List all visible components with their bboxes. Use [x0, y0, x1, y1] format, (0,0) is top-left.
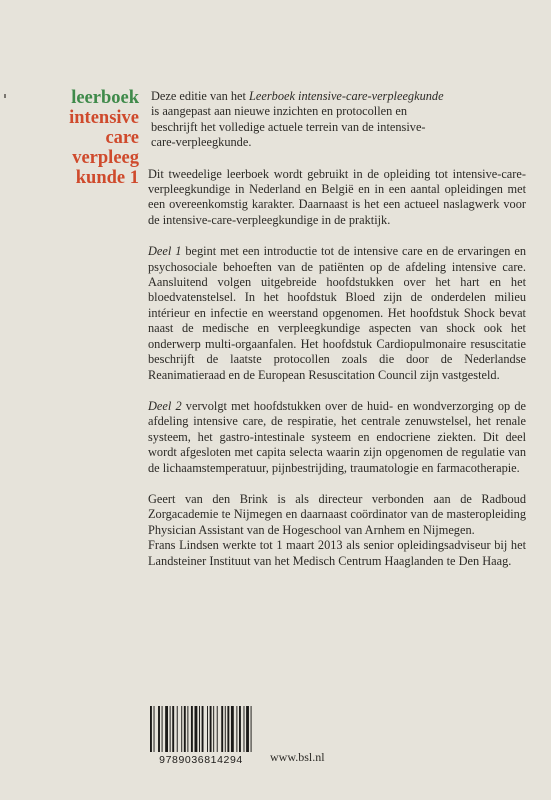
title-line-3: care	[105, 128, 139, 148]
barcode-bar	[199, 706, 200, 752]
barcode-bar	[172, 706, 174, 752]
barcode-bar	[251, 706, 252, 752]
barcode-bar	[217, 706, 218, 752]
title-line-1: leerboek	[71, 88, 139, 108]
barcode-bars	[146, 706, 256, 756]
barcode-bar	[236, 706, 237, 752]
deel1-paragraph	[148, 244, 526, 383]
barcode-bar	[191, 706, 193, 752]
barcode-bar	[150, 706, 152, 752]
barcode-bar	[187, 706, 188, 752]
barcode-bar	[227, 706, 229, 752]
publisher-website: www.bsl.nl	[270, 750, 325, 764]
intro-line-2: is aangepast aan nieuwe inzichten en protocollen en	[151, 104, 408, 119]
barcode-bar	[195, 706, 198, 752]
barcode-bar	[207, 706, 208, 752]
deel1-text: begint met een introductie tot de intensive care en de ervaringen en psychosociale behoeften van de patiënten op de afdeling intensive care. Aansluitend volgen uitgebreide hoofdstukken over het hart en het bloedvatenstelsel. In het hoofdstuk Bloed zijn de onderdelen milieu intérieur en infectie en weerstand opgenomen. Het hoofdstuk Shock bevat naast de medische en verpleegkundige aspecten van shock ook het onderwerp multi-orgaanfalen. Het hoofdstuk Cardiopulmonaire resuscitatie beschrijft de laatste protocollen zoals die door de Nederlandse Reanimatieraad en de European Resuscitation Council zijn vastgesteld.	[148, 244, 526, 382]
barcode-bar	[154, 706, 155, 752]
deel2-paragraph	[148, 399, 526, 476]
usage-paragraph: Dit tweedelige leerboek wordt gebruikt in de opleiding tot intensive-care-verpleegkundige in Nederland en België en in een aantal opleidingen met een overeenkomstig karakter. Daarnaast is het een actueel naslagwerk voor de intensive-care-verpleegkundige in de praktijk.	[148, 166, 526, 227]
intro-line-4: care-verpleegkunde.	[151, 135, 252, 150]
barcode-number: 9789036814294	[159, 754, 243, 766]
deel1-label: Deel 1	[148, 244, 182, 259]
intro-line-3: beschrijft het volledige actuele terrein van de intensive-	[151, 119, 426, 134]
barcode-bar	[158, 706, 160, 752]
barcode	[146, 706, 256, 770]
edge-mark	[4, 94, 6, 98]
title-line-5: kunde 1	[75, 168, 139, 188]
deel2-label: Deel 2	[148, 398, 182, 413]
author-geert: Geert van den Brink is als directeur verbonden aan de Radboud Zorgacademie te Nijmegen en daarnaast coördinator van de masteropleiding Physician Assistant van de Hogeschool van Arnhem en Nijmegen.	[148, 491, 526, 537]
barcode-bar	[162, 706, 163, 752]
book-title	[69, 88, 139, 188]
barcode-bar	[210, 706, 212, 752]
barcode-bar	[239, 706, 241, 752]
book-title-italic: Leerboek intensive-care-verpleegkunde	[249, 89, 444, 103]
barcode-bar	[231, 706, 234, 752]
barcode-bar	[184, 706, 186, 752]
intro-paragraph	[151, 89, 526, 151]
title-line-4: verpleeg	[72, 148, 139, 168]
blurb-text	[148, 89, 526, 585]
title-line-2: intensive	[69, 108, 139, 128]
barcode-bar	[165, 706, 168, 752]
barcode-bar	[213, 706, 214, 752]
barcode-bar	[170, 706, 171, 752]
barcode-bar	[244, 706, 245, 752]
barcode-bar	[225, 706, 226, 752]
barcode-bar	[181, 706, 182, 752]
barcode-bar	[177, 706, 178, 752]
barcode-bar	[221, 706, 223, 752]
deel2-text: vervolgt met hoofdstukken over de huid- en wondverzorging op de afdeling intensive care, de respiratie, het centrale zenuwstelsel, het renale systeem, het gastro-intestinale systeem en endocriene ziekten. Dit deel wordt afgesloten met capita selecta waarin zijn opgenomen de regulatie van de lichaamstemperatuur, pijnbestrijding, traumatologie en farmacotherapie.	[148, 398, 526, 475]
barcode-bar	[246, 706, 249, 752]
barcode-bar	[202, 706, 204, 752]
intro-line-1: Deze editie van het Leerboek intensive-care-verpleegkunde	[151, 89, 444, 103]
author-frans: Frans Lindsen werkte tot 1 maart 2013 als senior opleidingsadviseur bij het Landsteiner Instituut van het Medisch Centrum Haaglanden te Den Haag.	[148, 538, 526, 568]
